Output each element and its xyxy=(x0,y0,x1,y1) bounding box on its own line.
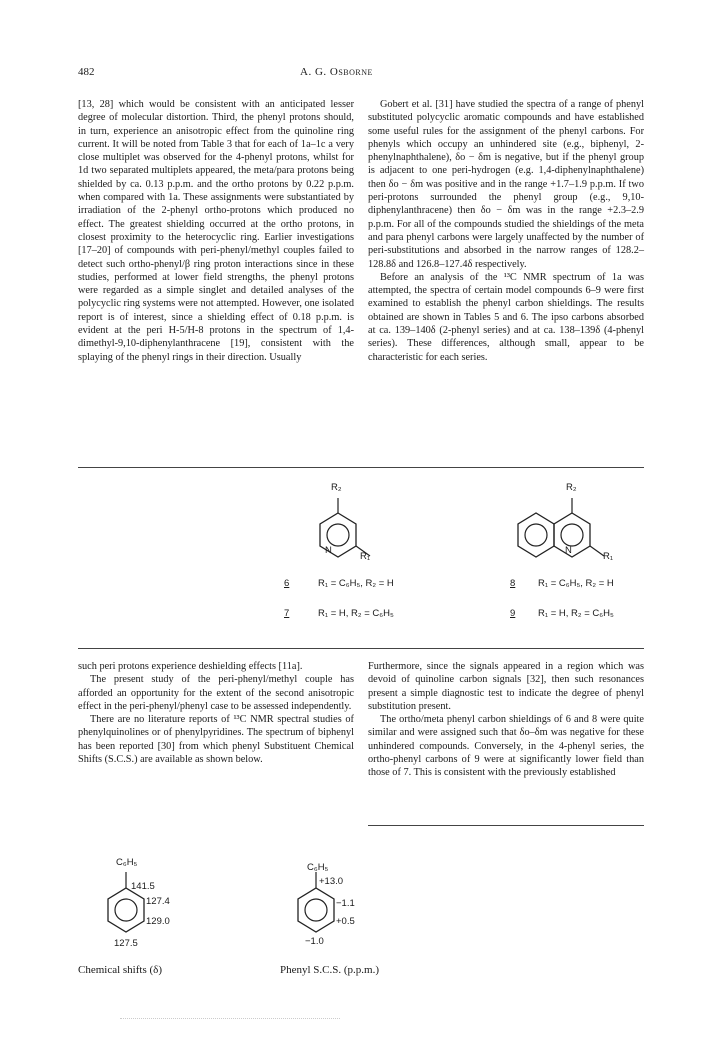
scs-value: −1.1 xyxy=(336,898,355,909)
paragraph: Furthermore, since the signals appeared in a region which was devoid of quinoline carbon signals [32], then such resonances present a simple diagnostic test to indicate the degree of phenyl substitution present. xyxy=(368,661,644,712)
divider xyxy=(78,648,644,649)
scs-value: +0.5 xyxy=(336,916,355,927)
bottom-right-column xyxy=(368,660,644,780)
n-label: N xyxy=(565,545,572,556)
divider xyxy=(78,467,644,468)
shift-value: 127.5 xyxy=(114,938,138,949)
top-right-column xyxy=(368,98,644,364)
compound-number: 8 xyxy=(510,578,516,589)
figure-caption: Phenyl S.C.S. (p.p.m.) xyxy=(280,964,380,976)
divider xyxy=(368,825,644,826)
substituent-label: C₆H₅ xyxy=(116,857,138,868)
bottom-left-column xyxy=(78,660,354,766)
r1-label: R₁ xyxy=(603,551,614,562)
compound-definition: R₁ = C₆H₅, R₂ = H xyxy=(538,578,614,589)
compound-definition: R₁ = H, R₂ = C₆H₅ xyxy=(318,608,394,619)
compound-number: 9 xyxy=(510,608,516,619)
compound-definition: R₁ = C₆H₅, R₂ = H xyxy=(318,578,394,589)
r1-label: R₁ xyxy=(360,551,371,562)
paragraph: The present study of the peri-phenyl/methyl couple has afforded an opportunity for the extent of the second anisotropic effect in the peri-phenyl/phenyl case to be assessed independently. xyxy=(78,674,354,712)
shift-value: 141.5 xyxy=(131,881,155,892)
n-label: N xyxy=(325,545,332,556)
scs-value: −1.0 xyxy=(305,936,324,947)
quinoline-structure-left xyxy=(290,478,430,578)
paragraph: Before an analysis of the ¹³C NMR spectrum of 1a was attempted, the spectra of certain model compounds 6–9 were first examined to establish the phenyl carbon shieldings. The results obtained are shown in Tables 5 and 6. The ipso carbons absorbed at ca. 139–140δ (2-phenyl series) and at ca. 138–139δ (4-phenyl series). These differences, although small, appear to be characteristic for each series. xyxy=(368,271,644,363)
scan-artifact xyxy=(120,1018,340,1021)
compound-number: 7 xyxy=(284,608,290,619)
compound-definition: R₁ = H, R₂ = C₆H₅ xyxy=(538,608,614,619)
shift-value: 129.0 xyxy=(146,916,170,927)
paragraph: Gobert et al. [31] have studied the spectra of a range of phenyl substituted polycyclic aromatic compounds and have established some useful rules for the assignment of the phenyl carbons. For phenyls which occupy an unhindered site (e.g., biphenyl, 2-phenylnaphthalene), δo − δm is negative, but if the phenyl group is adjacent to one peri-hydrogen (e.g. 1,4-diphenylnaphthalene) then δo − δm was positive and in the range +1.7–1.9 p.p.m. If two peri-protons surrounded the phenyl group (e.g., 9,10-diphenylanthracene) then δo − δm was in the range +2.3–2.9 p.p.m. For all of the compounds studied the shieldings of the meta and para phenyl carbons were largely unaffected by the number of peri-substitutions and absorbed in the narrow ranges of 128.2–128.8δ and 126.8–127.4δ respectively. xyxy=(368,99,644,270)
paragraph: [13, 28] which would be consistent with an anticipated lesser degree of molecular distortion. Third, the phenyl protons should, in turn, experience an anisotropic effect from the quinoline ring current. It will be noted from Table 3 that for each of 1a–1c a very close multiplet was observed for the 4-phenyl protons, whilst for 1d two separated multiplets appeared, the meta/para protons being shielded by ca. 0.13 p.p.m. and the ortho protons by 0.22 p.p.m. when compared with 1a. These assignments were substantiated by irradiation of the 2-phenyl ortho-protons which produced no effect. The greatest shielding occurred at the ortho protons, in closest proximity to the heterocyclic ring. Earlier investigations [17–20] of compounds with peri-phenyl/methyl couples failed to detect such ortho-phenyl/β ring proton interactions since in these studies, performed at lower field strengths, the phenyl protons were regarded as a simple singlet and detailed analyses of the polycyclic ring systems were not attempted. However, one isolated report is of interest, since a shielding effect of 0.18 p.p.m. is evident at the peri H-5/H-8 protons in the spectrum of 1,4-dimethyl-9,10-diphenylanthracene [19], consistent with the splaying of the phenyl rings in their direction. Usually xyxy=(78,99,354,363)
figure-caption: Chemical shifts (δ) xyxy=(78,964,162,976)
running-title: A. G. Osborne xyxy=(300,66,373,78)
page-number: 482 xyxy=(78,66,95,78)
scs-value: +13.0 xyxy=(319,876,344,887)
quinoline-structure-right xyxy=(512,478,672,578)
shift-value: 127.4 xyxy=(146,896,170,907)
compound-number: 6 xyxy=(284,578,290,589)
paragraph: The ortho/meta phenyl carbon shieldings of 6 and 8 were quite similar and were assigned such that δo–δm was negative for these unhindered compounds. Conversely, in the 4-phenyl series, the ortho-phenyl carbons of 9 were at significantly lower field than those of 7. This is consistent with the previously established xyxy=(368,714,644,779)
r2-label: R₂ xyxy=(331,482,342,493)
substituent-label: C₆H₅ xyxy=(307,862,329,873)
top-left-column xyxy=(78,98,354,364)
r2-label: R₂ xyxy=(566,482,577,493)
paragraph: There are no literature reports of ¹³C NMR spectral studies of phenylquinolines or of phenylpyridines. The spectrum of biphenyl has been reported [30] from which phenyl Substituent Chemical Shifts (S.C.S.) are available as shown below. xyxy=(78,714,354,766)
paragraph: such peri protons experience deshielding effects [11a]. xyxy=(78,661,303,672)
